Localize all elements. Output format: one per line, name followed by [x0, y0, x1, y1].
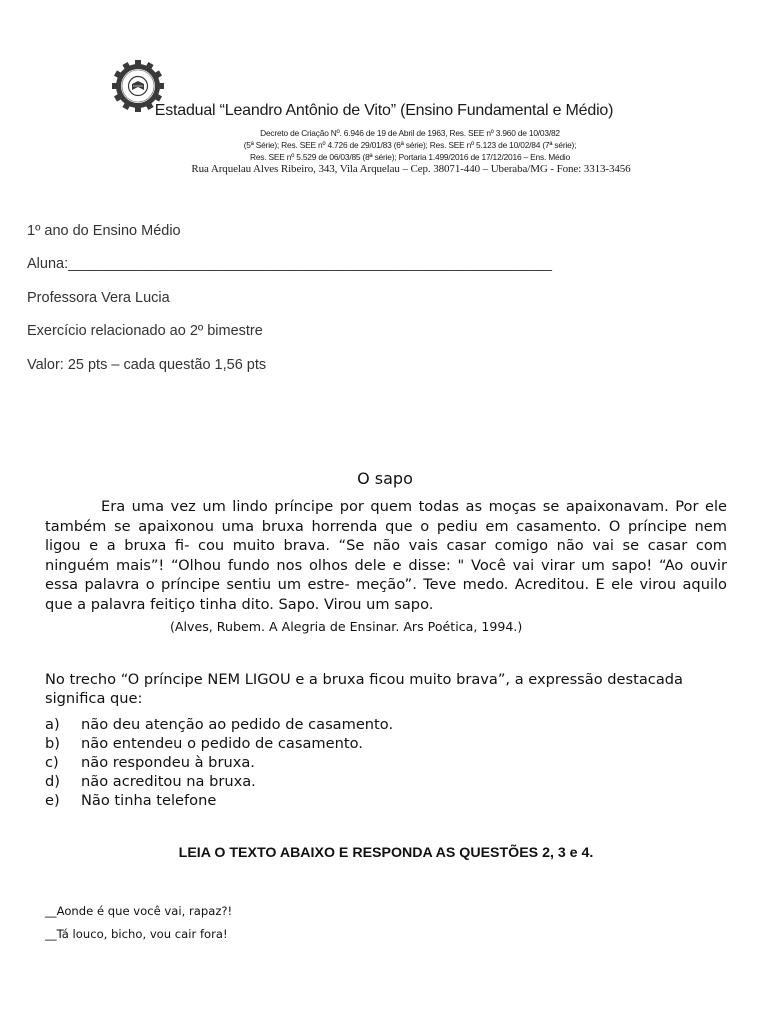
option-letter: e)	[45, 792, 60, 809]
decree-line-1: Decreto de Criação Nº. 6.946 de 19 de Abril de 1963, Res. SEE nº 3.960 de 10/03/82	[260, 128, 560, 138]
story-text: Era uma vez um lindo príncipe por quem todas as moças se apaixonavam. Por ele também se apaixonou uma bruxa horrenda que o pediu em casamento. O príncipe nem ligou e a bruxa fi- cou muito brava. “Se não vais casar comigo não vai se casar com ninguém mais”! “Olhou fundo nos olhos dele e disse: " Você vai virar um sapo! “Ao ouvir essa palavra o príncipe sentiu um estre- meção”. Teve medo. Acreditou. E ele virou aquilo que a palavra feitiço tinha dito. Sapo. Virou um sapo.	[45, 498, 727, 613]
decree-line-3: Res. SEE nº 5.529 de 06/03/85 (8ª série); Portaria 1.499/2016 de 17/12/2016 – Ens. Médio	[249, 152, 571, 162]
option-e	[45, 791, 216, 810]
option-letter: a)	[45, 716, 60, 733]
teacher-name: Professora Vera Lucia	[27, 290, 170, 306]
option-d	[45, 772, 256, 791]
option-text: não deu atenção ao pedido de casamento.	[81, 716, 394, 733]
option-text: não acreditou na bruxa.	[81, 773, 256, 790]
dialogue-line: __Tá louco, bicho, vou cair fora!	[45, 927, 228, 941]
section-instruction: LEIA O TEXTO ABAIXO E RESPONDA AS QUESTÕES 2, 3 e 4.	[178, 845, 594, 861]
option-b	[45, 734, 363, 753]
story-body	[45, 497, 727, 614]
option-letter: b)	[45, 735, 60, 752]
option-text: não respondeu à bruxa.	[81, 754, 255, 771]
story-title: O sapo	[357, 469, 413, 488]
exercise-description: Exercício relacionado ao 2º bimestre	[27, 323, 263, 339]
score-value: Valor: 25 pts – cada questão 1,56 pts	[27, 357, 267, 373]
grade-label: 1º ano do Ensino Médio	[27, 223, 181, 239]
option-letter: c)	[45, 754, 59, 771]
school-address: Rua Arquelau Alves Ribeiro, 343, Vila Arquelau – Cep. 38071-440 – Uberaba/MG - Fone: 3313-3456	[191, 163, 631, 175]
student-name-line: Aluna:____________________________________________________________	[27, 256, 552, 272]
option-a	[45, 715, 393, 734]
dialogue-line: __Aonde é que você vai, rapaz?!	[45, 904, 233, 918]
question-1-prompt: No trecho “O príncipe NEM LIGOU e a bruxa ficou muito brava”, a expressão destacada significa que:	[45, 671, 683, 707]
option-c	[45, 753, 255, 772]
decree-line-2: (5ª Série); Res. SEE nº 4.726 de 29/01/83 (6ª série); Res. SEE nº 5.123 de 10/02/84 (7ª série);	[243, 140, 577, 150]
school-name: Estadual “Leandro Antônio de Vito” (Ensino Fundamental e Médio)	[154, 102, 614, 119]
option-letter: d)	[45, 773, 60, 790]
option-text: não entendeu o pedido de casamento.	[81, 735, 363, 752]
option-text: Não tinha telefone	[81, 792, 217, 809]
story-citation: (Alves, Rubem. A Alegria de Ensinar. Ars Poética, 1994.)	[170, 619, 523, 634]
